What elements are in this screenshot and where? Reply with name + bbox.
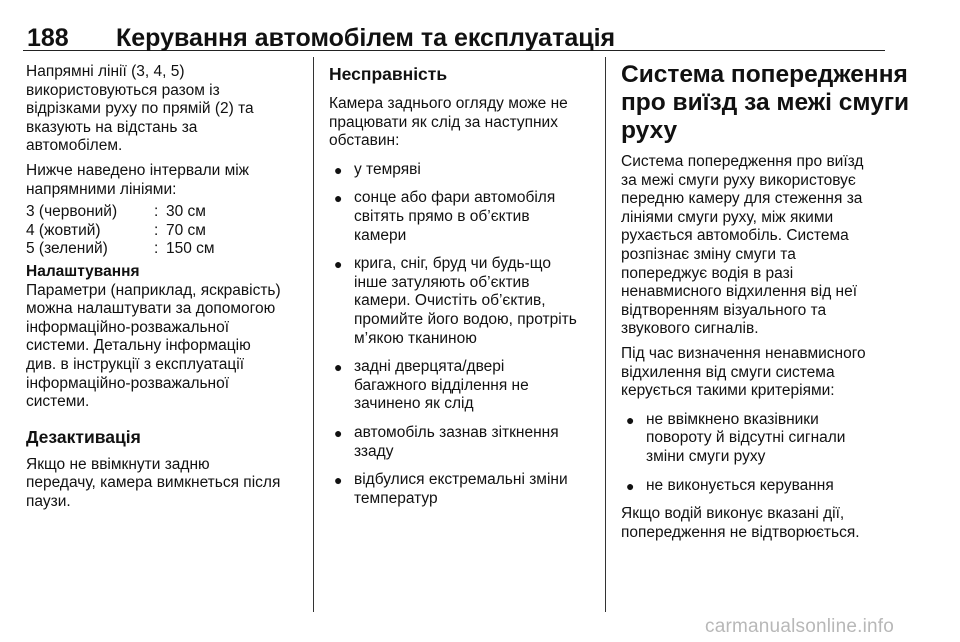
lane-warning-heading xyxy=(621,61,910,145)
guide-lines-paragraph xyxy=(26,63,306,156)
intervals-table xyxy=(26,203,215,259)
malfunction-list xyxy=(329,161,594,509)
text-line: Напрямні лінії (3, 4, 5) xyxy=(26,63,185,80)
text-line: Нижче наведено інтервали між xyxy=(26,161,250,179)
interval-value: 30 см xyxy=(166,203,206,221)
text-line: у темряві xyxy=(354,160,421,178)
heading-line: руху xyxy=(621,117,678,144)
text-line: звукового сигналів. xyxy=(621,320,759,338)
list-item xyxy=(621,411,891,467)
text-line: камери xyxy=(354,226,407,244)
text-line: зачинено як слід xyxy=(354,395,474,413)
text-line: попередження не відтворюється. xyxy=(621,523,860,541)
text-line: автомобілем. xyxy=(26,137,123,155)
interval-separator: : xyxy=(154,240,159,258)
text-line: розпізнає зміну смуги та xyxy=(621,245,796,263)
bullet-icon: ● xyxy=(334,256,343,273)
text-line: ненавмисного відхилення від неї xyxy=(621,283,858,301)
text-line: Камера заднього огляду може не xyxy=(329,95,568,112)
text-line: системи. xyxy=(26,393,90,411)
page-number: 188 xyxy=(27,24,69,52)
interval-name: 4 (жовтий) xyxy=(26,221,101,239)
lane-warning-paragraph-2 xyxy=(621,345,891,401)
deactivation-heading: Дезактивація xyxy=(26,426,141,447)
bullet-icon: ● xyxy=(334,161,343,178)
table-row xyxy=(26,222,215,241)
text-line: промийте його водою, протріть xyxy=(354,310,577,328)
text-line: крига, сніг, бруд чи будь-що xyxy=(354,255,551,273)
text-line: Система попередження про виїзд xyxy=(621,153,864,170)
text-line: зміни смуги руху xyxy=(646,447,766,465)
text-line: світять прямо в об’єктив xyxy=(354,207,530,225)
text-line: напрямними лініями: xyxy=(26,180,177,198)
interval-name: 3 (червоний) xyxy=(26,203,118,221)
text-line: інше затуляють об’єктив xyxy=(354,273,530,291)
text-line: повороту й відсутні сигнали xyxy=(646,429,846,447)
interval-value: 150 см xyxy=(166,240,215,258)
text-line: задні дверцята/двері xyxy=(354,358,505,376)
text-line: вказують на відстань за xyxy=(26,118,198,136)
list-item xyxy=(329,424,594,461)
text-line: можна налаштувати за допомогою xyxy=(26,300,276,318)
bullet-icon: ● xyxy=(334,424,343,441)
text-line: автомобіль зазнав зіткнення xyxy=(354,423,559,441)
text-line: відбулися екстремальні зміни xyxy=(354,471,568,489)
interval-separator: : xyxy=(154,203,159,221)
text-line: паузи. xyxy=(26,492,71,510)
bullet-icon: ● xyxy=(334,472,343,489)
deactivation-paragraph xyxy=(26,456,306,512)
column-divider-1 xyxy=(313,57,314,612)
bullet-icon: ● xyxy=(334,190,343,207)
settings-heading: Налаштування xyxy=(26,262,140,280)
heading-line: про виїзд за межі смуги xyxy=(621,89,910,116)
lane-warning-paragraph-1 xyxy=(621,153,891,339)
text-line: інформаційно-розважальної xyxy=(26,318,230,336)
text-line: температур xyxy=(354,489,438,507)
list-item xyxy=(329,358,594,414)
malfunction-intro xyxy=(329,95,594,151)
criteria-list xyxy=(621,411,891,495)
bullet-icon: ● xyxy=(626,477,635,494)
text-line: системи. Детальну інформацію xyxy=(26,337,251,355)
text-line: попереджує водія в разі xyxy=(621,264,794,282)
column-1 xyxy=(26,63,306,517)
column-2 xyxy=(329,63,594,518)
list-item xyxy=(329,255,594,348)
text-line: передачу, камера вимкнеться після xyxy=(26,474,281,492)
list-item xyxy=(621,477,891,496)
text-line: використовуються разом із xyxy=(26,81,220,99)
text-line: камери. Очистіть об’єктив, xyxy=(354,292,546,310)
table-row xyxy=(26,203,215,222)
text-line: передню камеру для стеження за xyxy=(621,190,863,208)
text-line: лініями смуги руху, між якими xyxy=(621,208,834,226)
text-line: відхилення від смуги система xyxy=(621,363,835,381)
text-line: Під час визначення ненавмисного xyxy=(621,344,866,362)
interval-name: 5 (зелений) xyxy=(26,240,108,258)
running-title: Керування автомобілем та експлуатація xyxy=(116,24,616,52)
text-line: не виконується керування xyxy=(646,476,834,494)
text-line: м’якою тканиною xyxy=(354,329,477,347)
text-line: сонце або фари автомобіля xyxy=(354,189,556,207)
text-line: ззаду xyxy=(354,442,394,460)
interval-separator: : xyxy=(154,221,159,239)
text-line: Якщо не ввімкнути задню xyxy=(26,455,210,473)
text-line: Параметри (наприклад, яскравість) xyxy=(26,281,281,299)
table-row xyxy=(26,240,215,259)
heading-line: Система попередження xyxy=(621,61,908,88)
text-line: Якщо водій виконує вказані дії, xyxy=(621,505,845,523)
lane-warning-paragraph-3 xyxy=(621,505,891,542)
page-header xyxy=(23,10,885,51)
text-line: обставин: xyxy=(329,132,400,150)
text-line: керується такими критеріями: xyxy=(621,382,835,400)
list-item xyxy=(329,189,594,245)
bullet-icon: ● xyxy=(334,359,343,376)
interval-value: 70 см xyxy=(166,221,206,239)
text-line: працювати як слід за наступних xyxy=(329,113,558,131)
column-3 xyxy=(621,61,910,548)
settings-paragraph xyxy=(26,282,306,412)
bullet-icon: ● xyxy=(626,411,635,428)
watermark: carmanualsonline.info xyxy=(705,616,895,637)
text-line: інформаційно-розважальної xyxy=(26,374,230,392)
list-item xyxy=(329,471,594,508)
text-line: багажного відділення не xyxy=(354,376,529,394)
text-line: див. в інструкції з експлуатації xyxy=(26,355,245,373)
malfunction-heading: Несправність xyxy=(329,64,448,84)
column-divider-2 xyxy=(605,57,606,612)
text-line: не ввімкнено вказівники xyxy=(646,410,819,428)
text-line: відтворенням візуального та xyxy=(621,301,827,319)
text-line: відрізками руху по прямій (2) та xyxy=(26,100,254,118)
intervals-intro xyxy=(26,162,306,199)
text-line: за межі смуги руху використовує xyxy=(621,171,856,189)
text-line: рухається автомобіль. Система xyxy=(621,227,849,245)
list-item xyxy=(329,161,594,180)
